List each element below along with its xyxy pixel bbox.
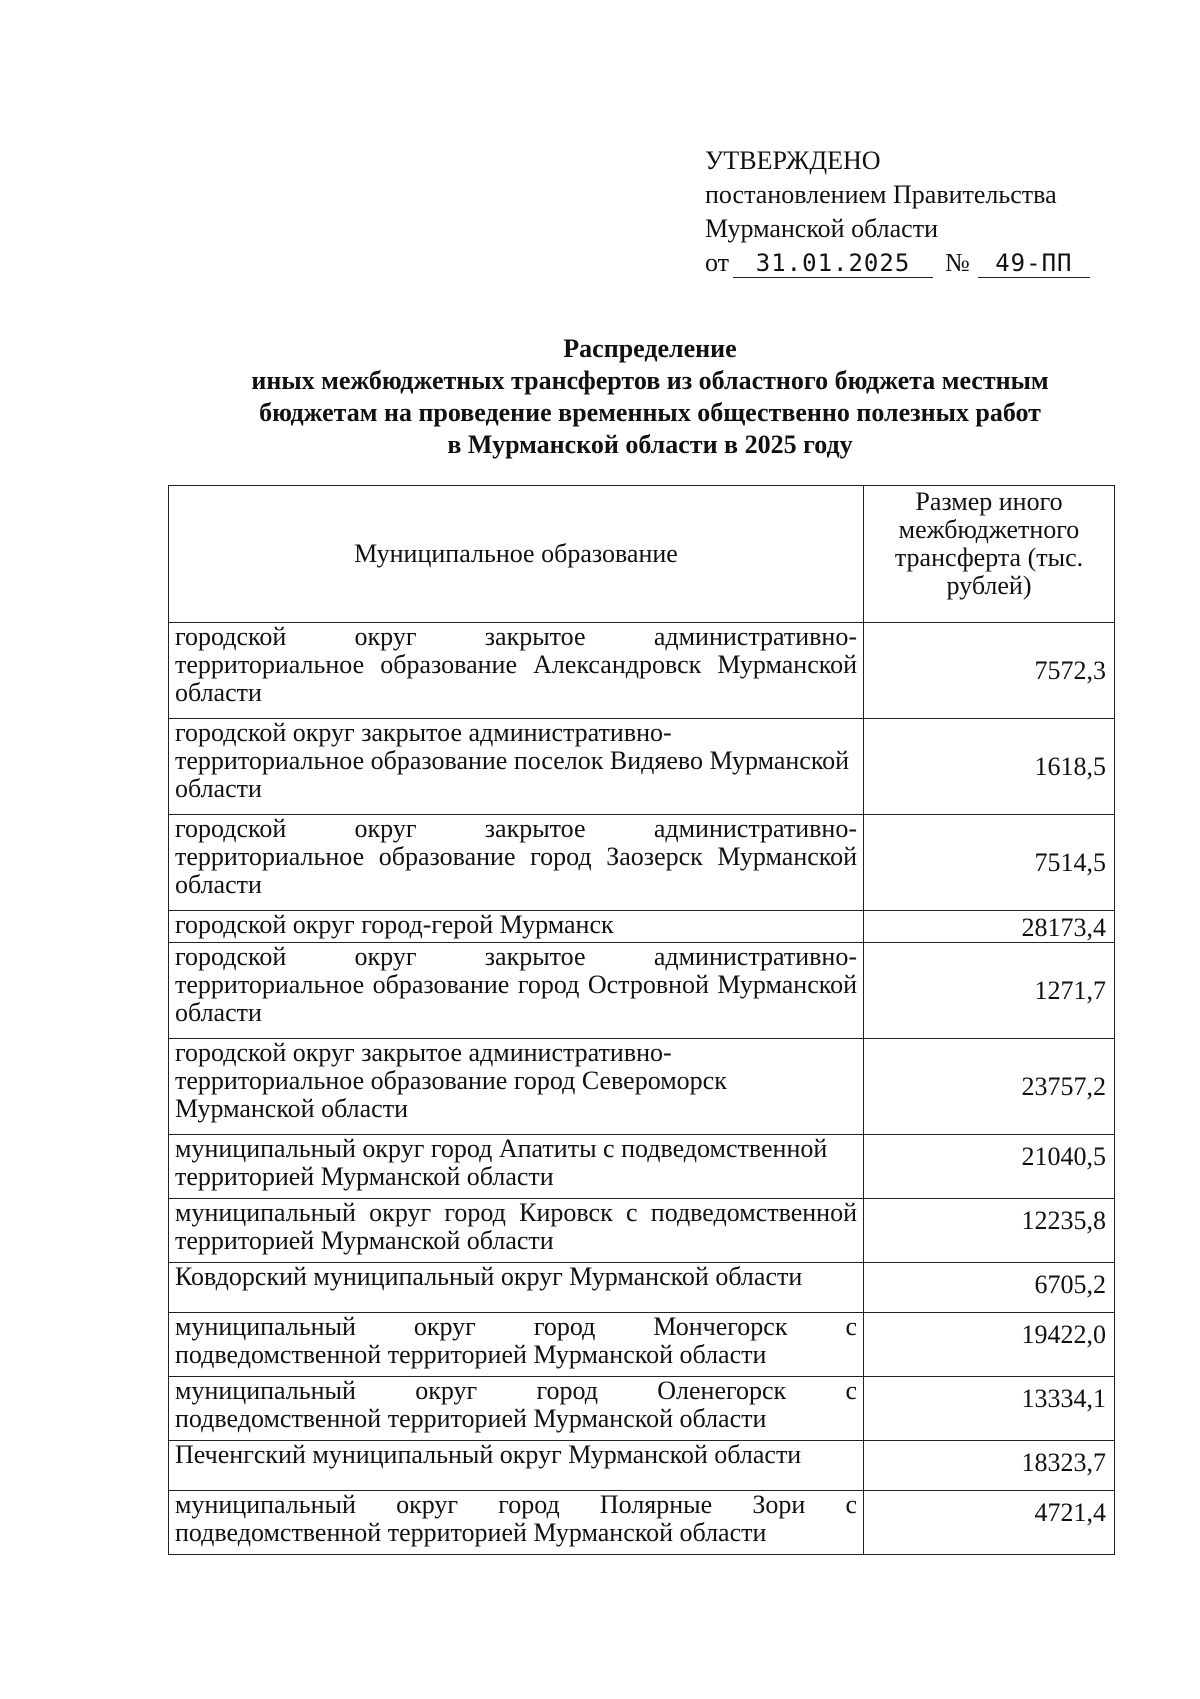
table-row xyxy=(169,815,1115,911)
transfer-amount: 7572,3 xyxy=(864,623,1115,719)
title-line-1: Распределение xyxy=(563,334,737,363)
table-row xyxy=(169,623,1115,719)
municipality-name: городской округ город-герой Мурманск xyxy=(169,911,864,943)
transfer-amount: 19422,0 xyxy=(864,1313,1115,1377)
transfer-amount: 18323,7 xyxy=(864,1441,1115,1491)
table-row xyxy=(169,1441,1115,1491)
transfer-amount: 13334,1 xyxy=(864,1377,1115,1441)
table-row xyxy=(169,1377,1115,1441)
header-municipality: Муниципальное образование xyxy=(169,486,864,623)
date-prefix: от xyxy=(705,248,730,277)
municipality-name: городской округ закрытое административно-территориальное образование Александровск Мурманской области xyxy=(169,623,864,719)
table-row xyxy=(169,1199,1115,1263)
table-row xyxy=(169,719,1115,815)
transfers-table-container xyxy=(168,485,1114,1555)
transfer-amount: 6705,2 xyxy=(864,1263,1115,1313)
table-row xyxy=(169,1263,1115,1313)
approval-resolution-text: постановлением Правительства xyxy=(705,180,1057,209)
title-line-4: в Мурманской области в 2025 году xyxy=(447,430,853,459)
municipality-name: муниципальный округ город Апатиты с подведомственной территорией Мурманской области xyxy=(169,1135,864,1199)
transfer-amount: 1271,7 xyxy=(864,943,1115,1039)
transfer-amount: 28173,4 xyxy=(864,911,1115,943)
transfer-amount: 23757,2 xyxy=(864,1039,1115,1135)
number-label: № xyxy=(945,248,970,277)
table-row xyxy=(169,943,1115,1039)
header-transfer-amount: Размер иного межбюджетного трансферта (тыс. рублей) xyxy=(864,486,1115,623)
transfer-amount: 12235,8 xyxy=(864,1199,1115,1263)
approval-heading: УТВЕРЖДЕНО xyxy=(705,146,881,175)
transfer-amount: 7514,5 xyxy=(864,815,1115,911)
municipality-name: муниципальный округ город Оленегорск с подведомственной территорией Мурманской области xyxy=(169,1377,864,1441)
title-line-2: иных межбюджетных трансфертов из областного бюджета местным xyxy=(251,366,1049,395)
municipality-name: городской округ закрытое административно-территориальное образование город Североморск Мурманской области xyxy=(169,1039,864,1135)
table-row xyxy=(169,1135,1115,1199)
table-row xyxy=(169,1039,1115,1135)
table-row xyxy=(169,1313,1115,1377)
municipality-name: муниципальный округ город Мончегорск с подведомственной территорией Мурманской области xyxy=(169,1313,864,1377)
table-header-row xyxy=(169,486,1115,623)
title-line-3: бюджетам на проведение временных общественно полезных работ xyxy=(259,398,1041,427)
municipality-name: муниципальный округ город Полярные Зори с подведомственной территорией Мурманской области xyxy=(169,1491,864,1555)
table-row xyxy=(169,1491,1115,1555)
municipality-name: Ковдорский муниципальный округ Мурманской области xyxy=(169,1263,864,1313)
transfer-amount: 1618,5 xyxy=(864,719,1115,815)
approval-date: 31.01.2025 xyxy=(733,249,933,278)
municipality-name: Печенгский муниципальный округ Мурманской области xyxy=(169,1441,864,1491)
transfers-table xyxy=(168,485,1115,1555)
approval-stamp xyxy=(705,144,1105,280)
transfer-amount: 21040,5 xyxy=(864,1135,1115,1199)
transfer-amount: 4721,4 xyxy=(864,1491,1115,1555)
table-row xyxy=(169,911,1115,943)
document-title xyxy=(200,333,1100,461)
municipality-name: городской округ закрытое административно-территориальное образование город Островной Мурманской области xyxy=(169,943,864,1039)
approval-number: 49-ПП xyxy=(978,249,1090,278)
approval-region-text: Мурманской области xyxy=(705,214,938,243)
municipality-name: городской округ закрытое административно-территориальное образование город Заозерск Мурманской области xyxy=(169,815,864,911)
municipality-name: городской округ закрытое административно-территориальное образование поселок Видяево Мурманской области xyxy=(169,719,864,815)
approval-date-number-row xyxy=(705,246,1105,280)
municipality-name: муниципальный округ город Кировск с подведомственной территорией Мурманской области xyxy=(169,1199,864,1263)
